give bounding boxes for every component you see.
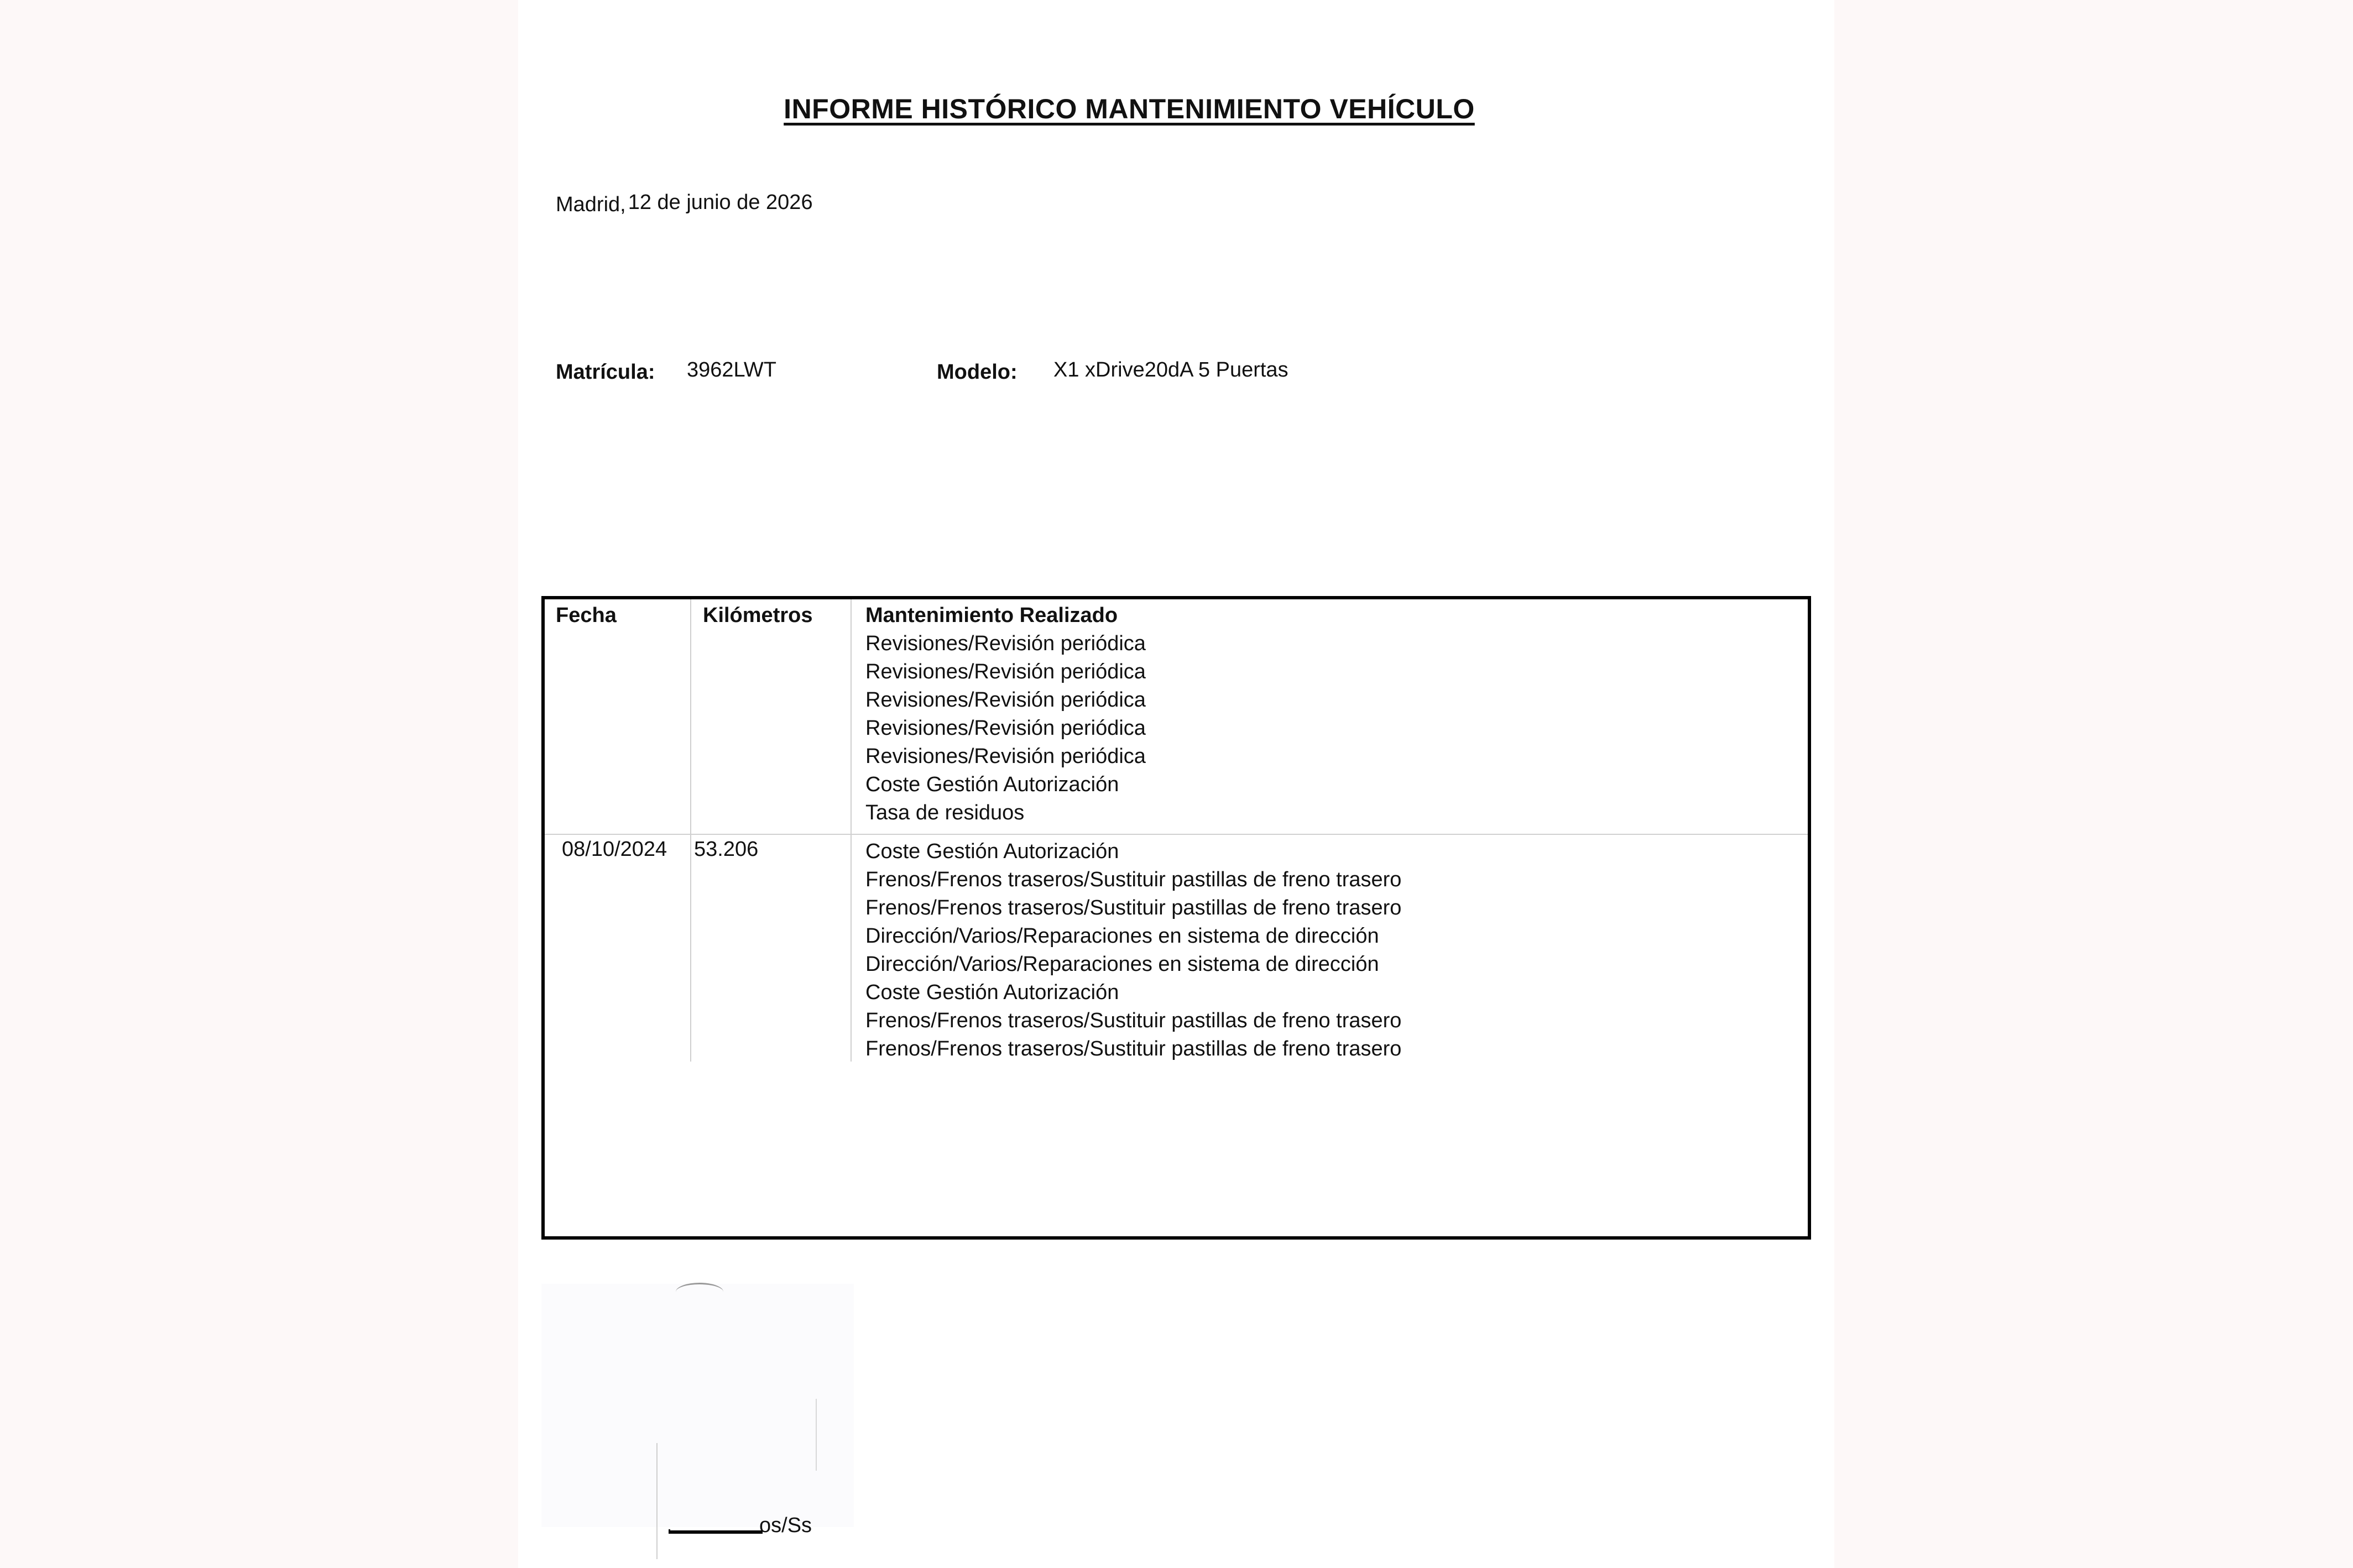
column-divider-km <box>851 599 852 1062</box>
header-date: Fecha <box>556 604 617 627</box>
report-date-line <box>556 191 813 215</box>
document-page <box>518 0 1834 1568</box>
report-title: INFORME HISTÓRICO MANTENIMIENTO VEHÍCULO <box>784 93 1475 124</box>
maintenance-table <box>541 596 1811 1240</box>
list-item: Frenos/Frenos traseros/Sustituir pastillas de freno trasero <box>865 896 1402 919</box>
signature-text: os/Ss <box>759 1514 812 1537</box>
list-item: Revisiones/Revisión periódica <box>865 632 1146 655</box>
list-item: Coste Gestión Autorización <box>865 840 1119 863</box>
header-maintenance: Mantenimiento Realizado <box>865 604 1118 627</box>
maintenance-list-1 <box>865 630 1146 827</box>
signature-line <box>656 1443 658 1559</box>
list-item: Revisiones/Revisión periódica <box>865 660 1146 683</box>
row-date: 08/10/2024 <box>562 838 667 861</box>
list-item: Frenos/Frenos traseros/Sustituir pastillas de freno trasero <box>865 868 1402 891</box>
list-item: Coste Gestión Autorización <box>865 773 1119 796</box>
report-date: 12 de junio de 2026 <box>628 191 813 214</box>
model-value: X1 xDrive20dA 5 Puertas <box>1053 358 1288 381</box>
model-label: Modelo: <box>937 360 1018 384</box>
report-city: Madrid, <box>556 193 626 216</box>
list-item: Revisiones/Revisión periódica <box>865 717 1146 740</box>
plate-value: 3962LWT <box>687 358 776 381</box>
signature-mark <box>669 1529 763 1534</box>
list-item: Dirección/Varios/Reparaciones en sistema de dirección <box>865 953 1379 976</box>
signature-line <box>816 1399 817 1471</box>
stamp-area <box>541 1284 854 1527</box>
row-separator <box>545 834 1808 835</box>
row-km: 53.206 <box>694 838 759 861</box>
list-item: Dirección/Varios/Reparaciones en sistema de dirección <box>865 924 1379 948</box>
list-item: Frenos/Frenos traseros/Sustituir pastillas de freno trasero <box>865 1037 1402 1060</box>
list-item: Revisiones/Revisión periódica <box>865 688 1146 712</box>
list-item: Frenos/Frenos traseros/Sustituir pastillas de freno trasero <box>865 1009 1402 1032</box>
header-km: Kilómetros <box>703 604 813 627</box>
column-divider-date <box>690 599 691 1062</box>
list-item: Revisiones/Revisión periódica <box>865 745 1146 768</box>
stamp-arc <box>676 1283 723 1301</box>
list-item: Coste Gestión Autorización <box>865 981 1119 1004</box>
list-item: Tasa de residuos <box>865 801 1025 824</box>
plate-label: Matrícula: <box>556 360 655 384</box>
maintenance-list-2 <box>865 838 1401 1063</box>
